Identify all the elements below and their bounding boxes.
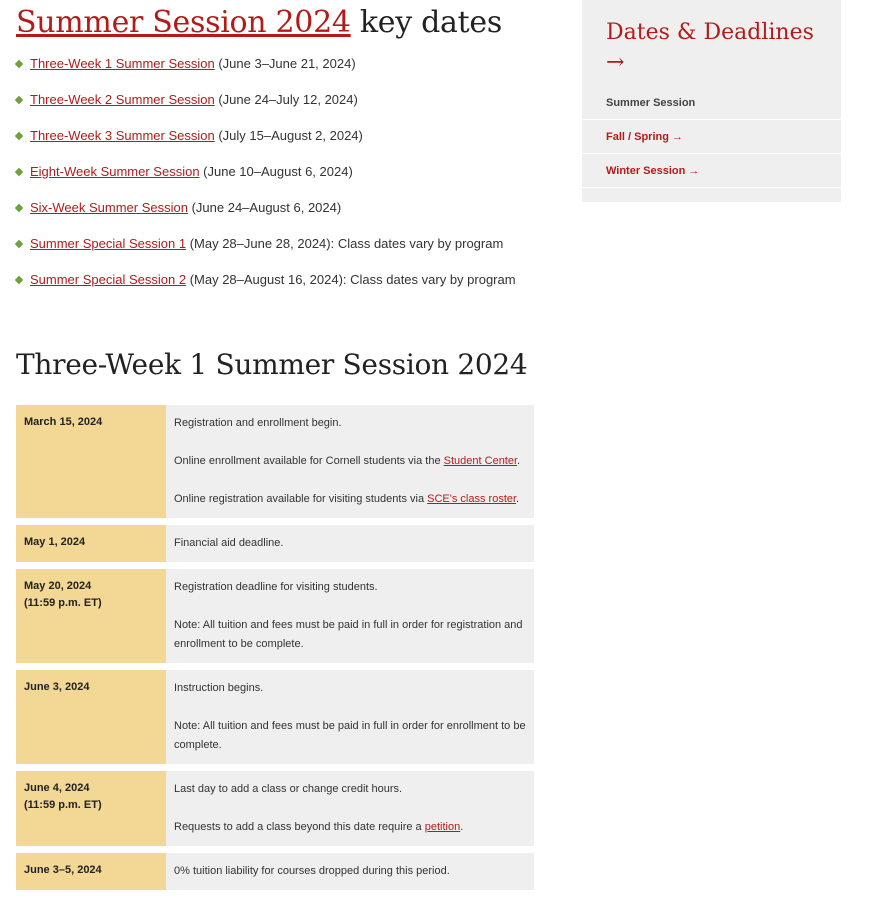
description-cell [166, 853, 534, 890]
description-text-part: . [517, 455, 521, 467]
petition-link[interactable]: petition [424, 821, 461, 833]
session-link[interactable]: Summer Special Session 2 [30, 272, 187, 287]
description-text-part: Requests to add a class beyond this date require a [174, 821, 425, 833]
date-time-text: (11:59 p.m. ET) [24, 799, 102, 811]
date-text: June 4, 2024 [24, 782, 90, 794]
table-row [16, 771, 534, 846]
date-text: May 1, 2024 [24, 536, 86, 548]
date-text: June 3, 2024 [24, 681, 90, 693]
table-row [16, 670, 534, 764]
date-text: March 15, 2024 [24, 416, 103, 428]
description-text: 0% tuition liability for courses dropped during this period. [174, 865, 450, 877]
description-text: Registration deadline for visiting students. [174, 581, 378, 593]
date-text: June 3–5, 2024 [24, 864, 102, 876]
bullet-icon [15, 240, 23, 248]
description-text-part: . [460, 821, 464, 833]
description-text [174, 490, 526, 509]
section-title: Three-Week 1 Summer Session 2024 [16, 348, 528, 381]
list-item [16, 90, 536, 126]
list-item [16, 126, 536, 162]
main-content [16, 0, 536, 877]
table-row [16, 853, 534, 890]
description-text [174, 818, 526, 837]
date-cell [16, 771, 166, 846]
list-item [16, 54, 536, 90]
list-item [16, 198, 536, 234]
sidebar-item-winter-session[interactable]: Winter Session → [582, 154, 841, 188]
sidebar-item-fall-spring[interactable]: Fall / Spring → [582, 120, 841, 154]
session-link[interactable]: Summer Special Session 1 [30, 236, 187, 251]
session-link[interactable]: Three-Week 1 Summer Session [30, 56, 215, 71]
date-cell [16, 405, 166, 518]
table-row [16, 569, 534, 663]
description-cell [166, 525, 534, 562]
description-cell [166, 670, 534, 764]
sidebar-title-link[interactable]: Dates & Deadlines → [606, 20, 814, 75]
list-item [16, 162, 536, 198]
description-text: Last day to add a class or change credit hours. [174, 783, 403, 795]
date-time-text: (11:59 p.m. ET) [24, 597, 102, 609]
session-dates: (June 24–July 12, 2024) [214, 92, 358, 107]
description-cell [166, 405, 534, 518]
date-cell [16, 525, 166, 562]
description-text: Note: All tuition and fees must be paid in full in order for enrollment to be complete. [174, 720, 526, 751]
bullet-icon [15, 60, 23, 68]
description-cell [166, 569, 534, 663]
date-cell [16, 670, 166, 764]
session-link[interactable]: Three-Week 3 Summer Session [30, 128, 215, 143]
bullet-icon [15, 276, 23, 284]
description-cell [166, 771, 534, 846]
description-text-part: . [516, 493, 520, 505]
description-text: Registration and enrollment begin. [174, 417, 342, 429]
table-row [16, 405, 534, 518]
description-text: Note: All tuition and fees must be paid in full in order for registration and enrollment to be complete. [174, 619, 523, 650]
session-link[interactable]: Three-Week 2 Summer Session [30, 92, 215, 107]
key-dates-list [16, 54, 536, 306]
session-dates: (June 24–August 6, 2024) [187, 200, 342, 215]
bullet-icon [15, 96, 23, 104]
summer-session-link[interactable]: Summer Session 2024 [16, 5, 351, 40]
sidebar-item-summer-session[interactable]: Summer Session [582, 86, 841, 120]
session-dates: (June 3–June 21, 2024) [214, 56, 356, 71]
session-dates: (July 15–August 2, 2024) [214, 128, 363, 143]
description-text: Instruction begins. [174, 682, 264, 694]
session-dates: (June 10–August 6, 2024) [199, 164, 353, 179]
class-roster-link[interactable]: SCE's class roster [427, 493, 517, 505]
session-dates: (May 28–August 16, 2024): Class dates vary by program [186, 272, 516, 287]
description-text-part: Online registration available for visiting students via [174, 493, 428, 505]
date-cell [16, 853, 166, 890]
bullet-icon [15, 168, 23, 176]
description-text: Financial aid deadline. [174, 537, 284, 549]
session-dates: (May 28–June 28, 2024): Class dates vary by program [186, 236, 504, 251]
bullet-icon [15, 204, 23, 212]
session-link[interactable]: Eight-Week Summer Session [30, 164, 200, 179]
page-title [16, 6, 536, 40]
dates-deadlines-sidebar [582, 0, 841, 202]
list-item [16, 234, 536, 270]
date-text: May 20, 2024 [24, 580, 92, 592]
dates-table [16, 405, 534, 897]
session-link[interactable]: Six-Week Summer Session [30, 200, 188, 215]
description-text [174, 452, 526, 471]
page-title-suffix: key dates [350, 5, 502, 40]
date-cell [16, 569, 166, 663]
bullet-icon [15, 132, 23, 140]
list-item [16, 270, 536, 306]
table-row [16, 525, 534, 562]
student-center-link[interactable]: Student Center [443, 455, 518, 467]
description-text-part: Online enrollment available for Cornell students via the [174, 455, 444, 467]
